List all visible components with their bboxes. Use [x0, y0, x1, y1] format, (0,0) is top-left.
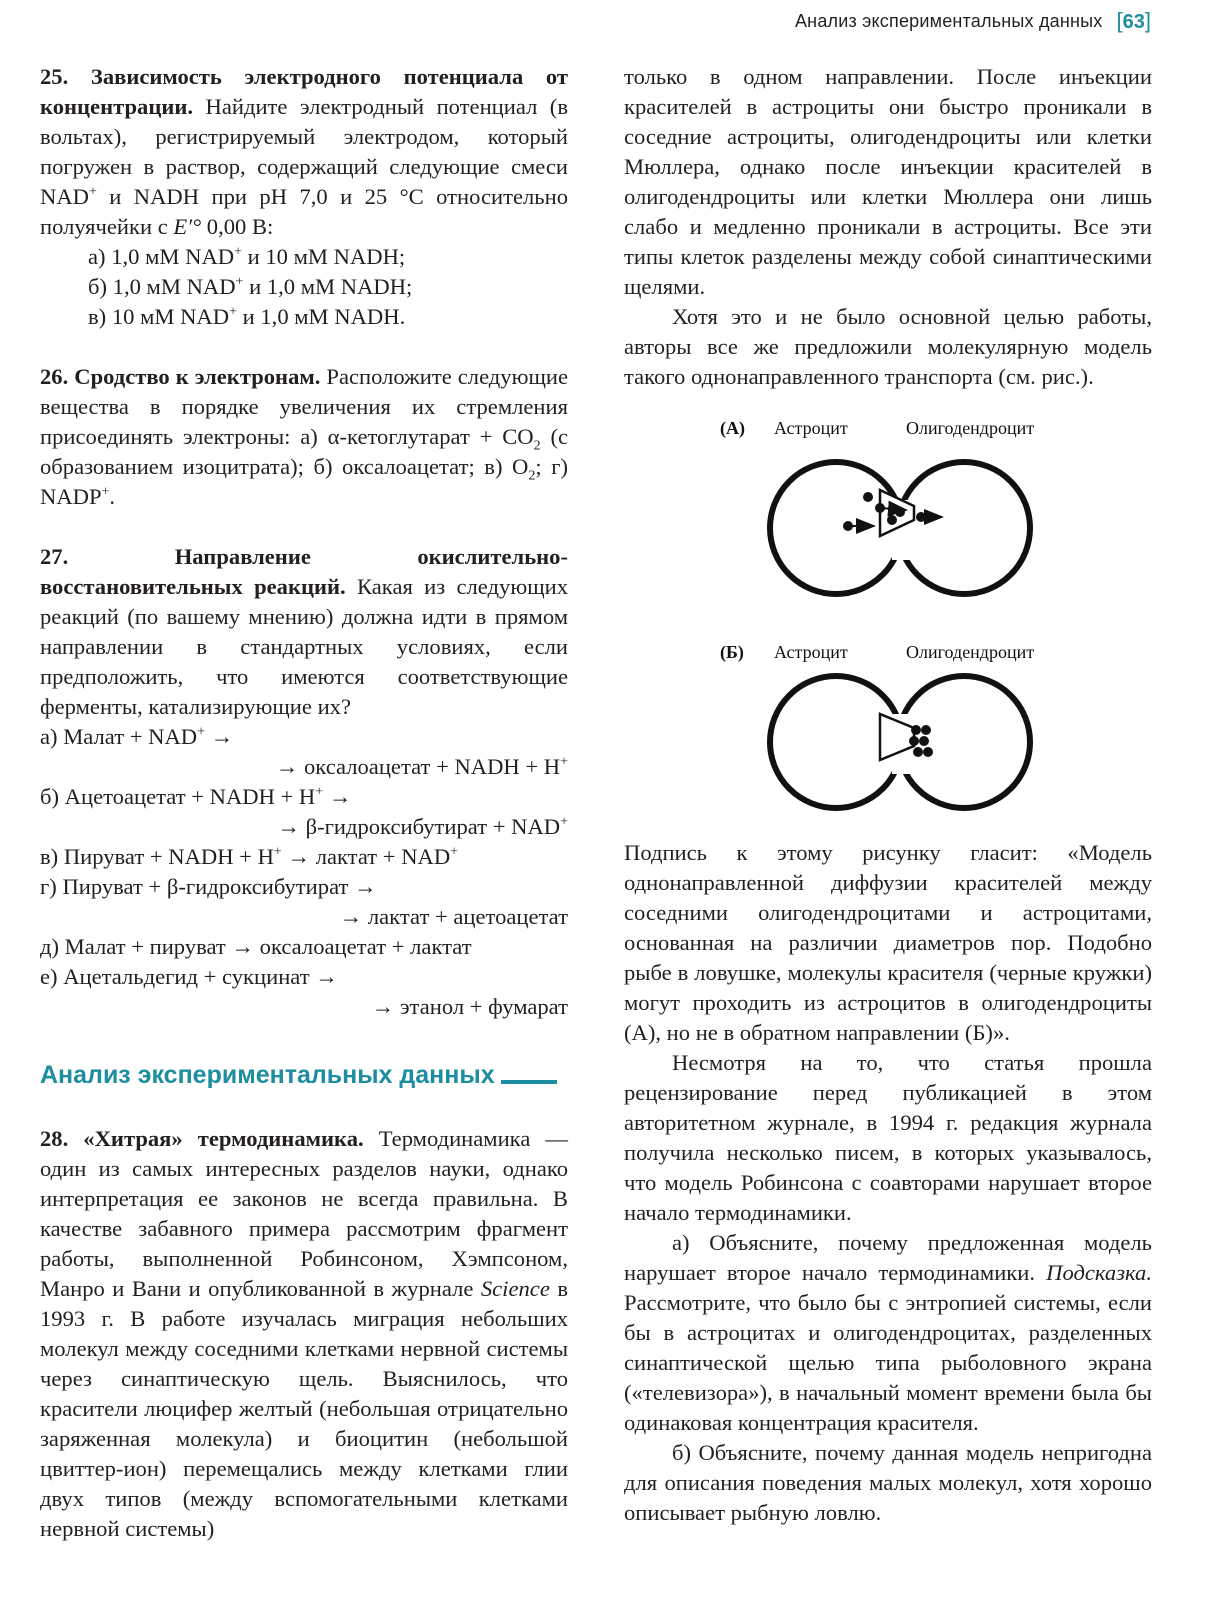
reaction-e: д) Малат + пируват → оксалоацетат + лактат: [40, 934, 472, 959]
problem-28: 28. «Хитрая» термодинамика. Термодинамика — один из самых интересных разделов науки, однако интерпретация ее законов не всегда правильна. В качестве забавного примера рассмотрим фрагмент работы, выполненной Робинсоном, Хэмпсоном, Манро и Вани и опубликованной в журнале Science в 1993 г. В работе изучалась миграция небольших молекул между соседними клетками нервной системы через синаптическую щель. Выяснилось, что красители люцифер желтый (небольшая отрицательно заряженная молекула) и биоцитин (небольшой цвиттер-ион) перемещались между клетками глии двух типов (между вспомогательными клетками нервной системы): [40, 1126, 569, 1541]
panel-b-label: (Б): [720, 642, 744, 662]
panel-b-astrocyte-label: Астроцит: [774, 642, 848, 662]
question-b: б) Объясните, почему данная модель непригодна для описания поведения малых молекул, хотя хорошо описывает рыбную ловлю.: [624, 1440, 1152, 1525]
page-number: [63]: [1116, 8, 1151, 33]
panel-a-dye: [863, 492, 873, 502]
question-a: а) Объясните, почему предложенная модель нарушает второе начало термодинамики. Подсказка. Рассмотрите, что было бы с энтропией системы, если бы в астроцитах и олигодендроцитах, разделенных синаптической щелью типа рыболовного экрана («телевизора»), в начальный момент времени была бы одинаковая концентрация красителя.: [624, 1230, 1152, 1435]
figure-diagram: [624, 408, 1152, 818]
reaction-b: б) Ацетоацетат + NADH + H+ →: [40, 784, 352, 809]
paragraph-model: Хотя это и не было основной целью работы, авторы все же предложили молекулярную модель такого однонаправленного транспорта (см. рис.).: [624, 304, 1152, 389]
panel-a-astrocyte-label: Астроцит: [774, 418, 848, 438]
problem-25-title: 25. Зависимость электродного потенциала от концентрации.: [40, 64, 568, 119]
reaction-d-products: → лактат + ацетоацетат: [339, 904, 568, 929]
journal-name: Science: [480, 1276, 550, 1301]
panel-a-dye: [887, 515, 897, 525]
panel-b-dye: [911, 725, 921, 735]
problem-26: 26. Сродство к электронам. Расположите следующие вещества в порядке увеличения их стремления присоединять электроны: а) α-кетоглутарат + $CO_2$ (с образованием изоцитрата); б) оксалоацетат; в) $O_2$; г) NADP+.: [40, 364, 569, 509]
reaction-d: г) Пируват + β-гидроксибутират →: [40, 874, 377, 899]
panel-a-oligodendrocyte-cell: [898, 462, 1030, 594]
paragraph-continuation: только в одном направлении. После инъекции красителей в астроциты они быстро проникали в соседние астроциты, олигодендроциты или клетки Мюллера, однако после инъекции красителей в олигодендроциты или клетки Мюллера они лишь слабо и медленно проникали в астроциты. Все эти типы клеток разделены между собой синаптическими щелями.: [624, 64, 1152, 299]
problem-27: 27. Направление окислительно-восстановительных реакций. Какая из следующих реакций (по вашему мнению) должна идти в прямом направлении в стандартных условиях, если предположить, что имеются соответствующие ферменты, катализирующие их?: [40, 544, 568, 719]
running-header: [795, 8, 1151, 34]
panel-b-dye: [913, 747, 923, 757]
panel-b-dye: [919, 736, 929, 746]
problem-25: 25. Зависимость электродного потенциала от концентрации. Найдите электродный потенциал (в вольтах), регистрируемый электродом, который погружен в раствор, содержащий следующие смеси NAD+ и NADH при pH 7,0 и 25 °C относительно полуячейки с E′° 0,00 В:: [40, 64, 568, 239]
hint-label: Подсказка.: [1046, 1260, 1152, 1285]
problem-26-title: 26. Сродство к электронам.: [40, 364, 321, 389]
panel-b-oligodendrocyte-label: Олигодендроцит: [906, 642, 1035, 662]
running-title: Анализ экспериментальных данных: [794, 10, 1103, 31]
panel-b-dye: [923, 747, 933, 757]
problem-25-option-c: в) 10 мМ NAD+ и 1,0 мМ NADH.: [88, 304, 406, 329]
reaction-a-products: → оксалоацетат + NADH + H+: [275, 754, 568, 779]
paragraph-caption-quote: Подпись к этому рисунку гласит: «Модель однонаправленной диффузии красителей между соседними олигодендроцитами и астроцитами, основанная на различии диаметров пор. Подобно рыбе в ловушке, молекулы красителя (черные кружки) могут проходить из астроцитов в олигодендроциты (А), но не в обратном направлении (Б)».: [624, 840, 1152, 1045]
right-column-top: [624, 62, 1152, 392]
reaction-a: а) Малат + NAD+ →: [40, 724, 234, 749]
e-prime-zero: E′°: [173, 214, 202, 239]
reaction-b-products: → β-гидроксибутират + NAD+: [277, 814, 568, 839]
problem-28-title: 28. «Хитрая» термодинамика.: [40, 1126, 364, 1151]
panel-a-oligodendrocyte-label: Олигодендроцит: [906, 418, 1035, 438]
panel-b-dye: [921, 725, 931, 735]
reaction-c: в) Пируват + NADH + H+ → лактат + NAD+: [40, 844, 459, 869]
problem-27-title: 27. Направление окислительно-восстановительных реакций.: [40, 544, 568, 599]
reaction-f: е) Ацетальдегид + сукцинат →: [40, 964, 338, 989]
panel-a-label: (А): [720, 418, 745, 438]
right-column-bottom: [624, 838, 1152, 1528]
paragraph-letters: Несмотря на то, что статья прошла рецензирование перед публикацией в этом авторитетном журнале, в 1994 г. редакция журнала получила несколько писем, в которых указывалось, что модель Робинсона с соавторами нарушает второе начало термодинамики.: [624, 1050, 1152, 1225]
heading-rule: [501, 1080, 557, 1084]
problem-25-option-b: б) 1,0 мМ NAD+ и 1,0 мМ NADH;: [88, 274, 413, 299]
panel-b-dye: [909, 736, 919, 746]
left-column: [40, 62, 568, 1544]
section-heading: Анализ экспериментальных данных: [40, 1060, 568, 1090]
problem-25-option-a: а) 1,0 мМ NAD+ и 10 мМ NADH;: [88, 244, 406, 269]
figure: [624, 408, 1152, 818]
reaction-f-products: → этанол + фумарат: [371, 994, 568, 1019]
